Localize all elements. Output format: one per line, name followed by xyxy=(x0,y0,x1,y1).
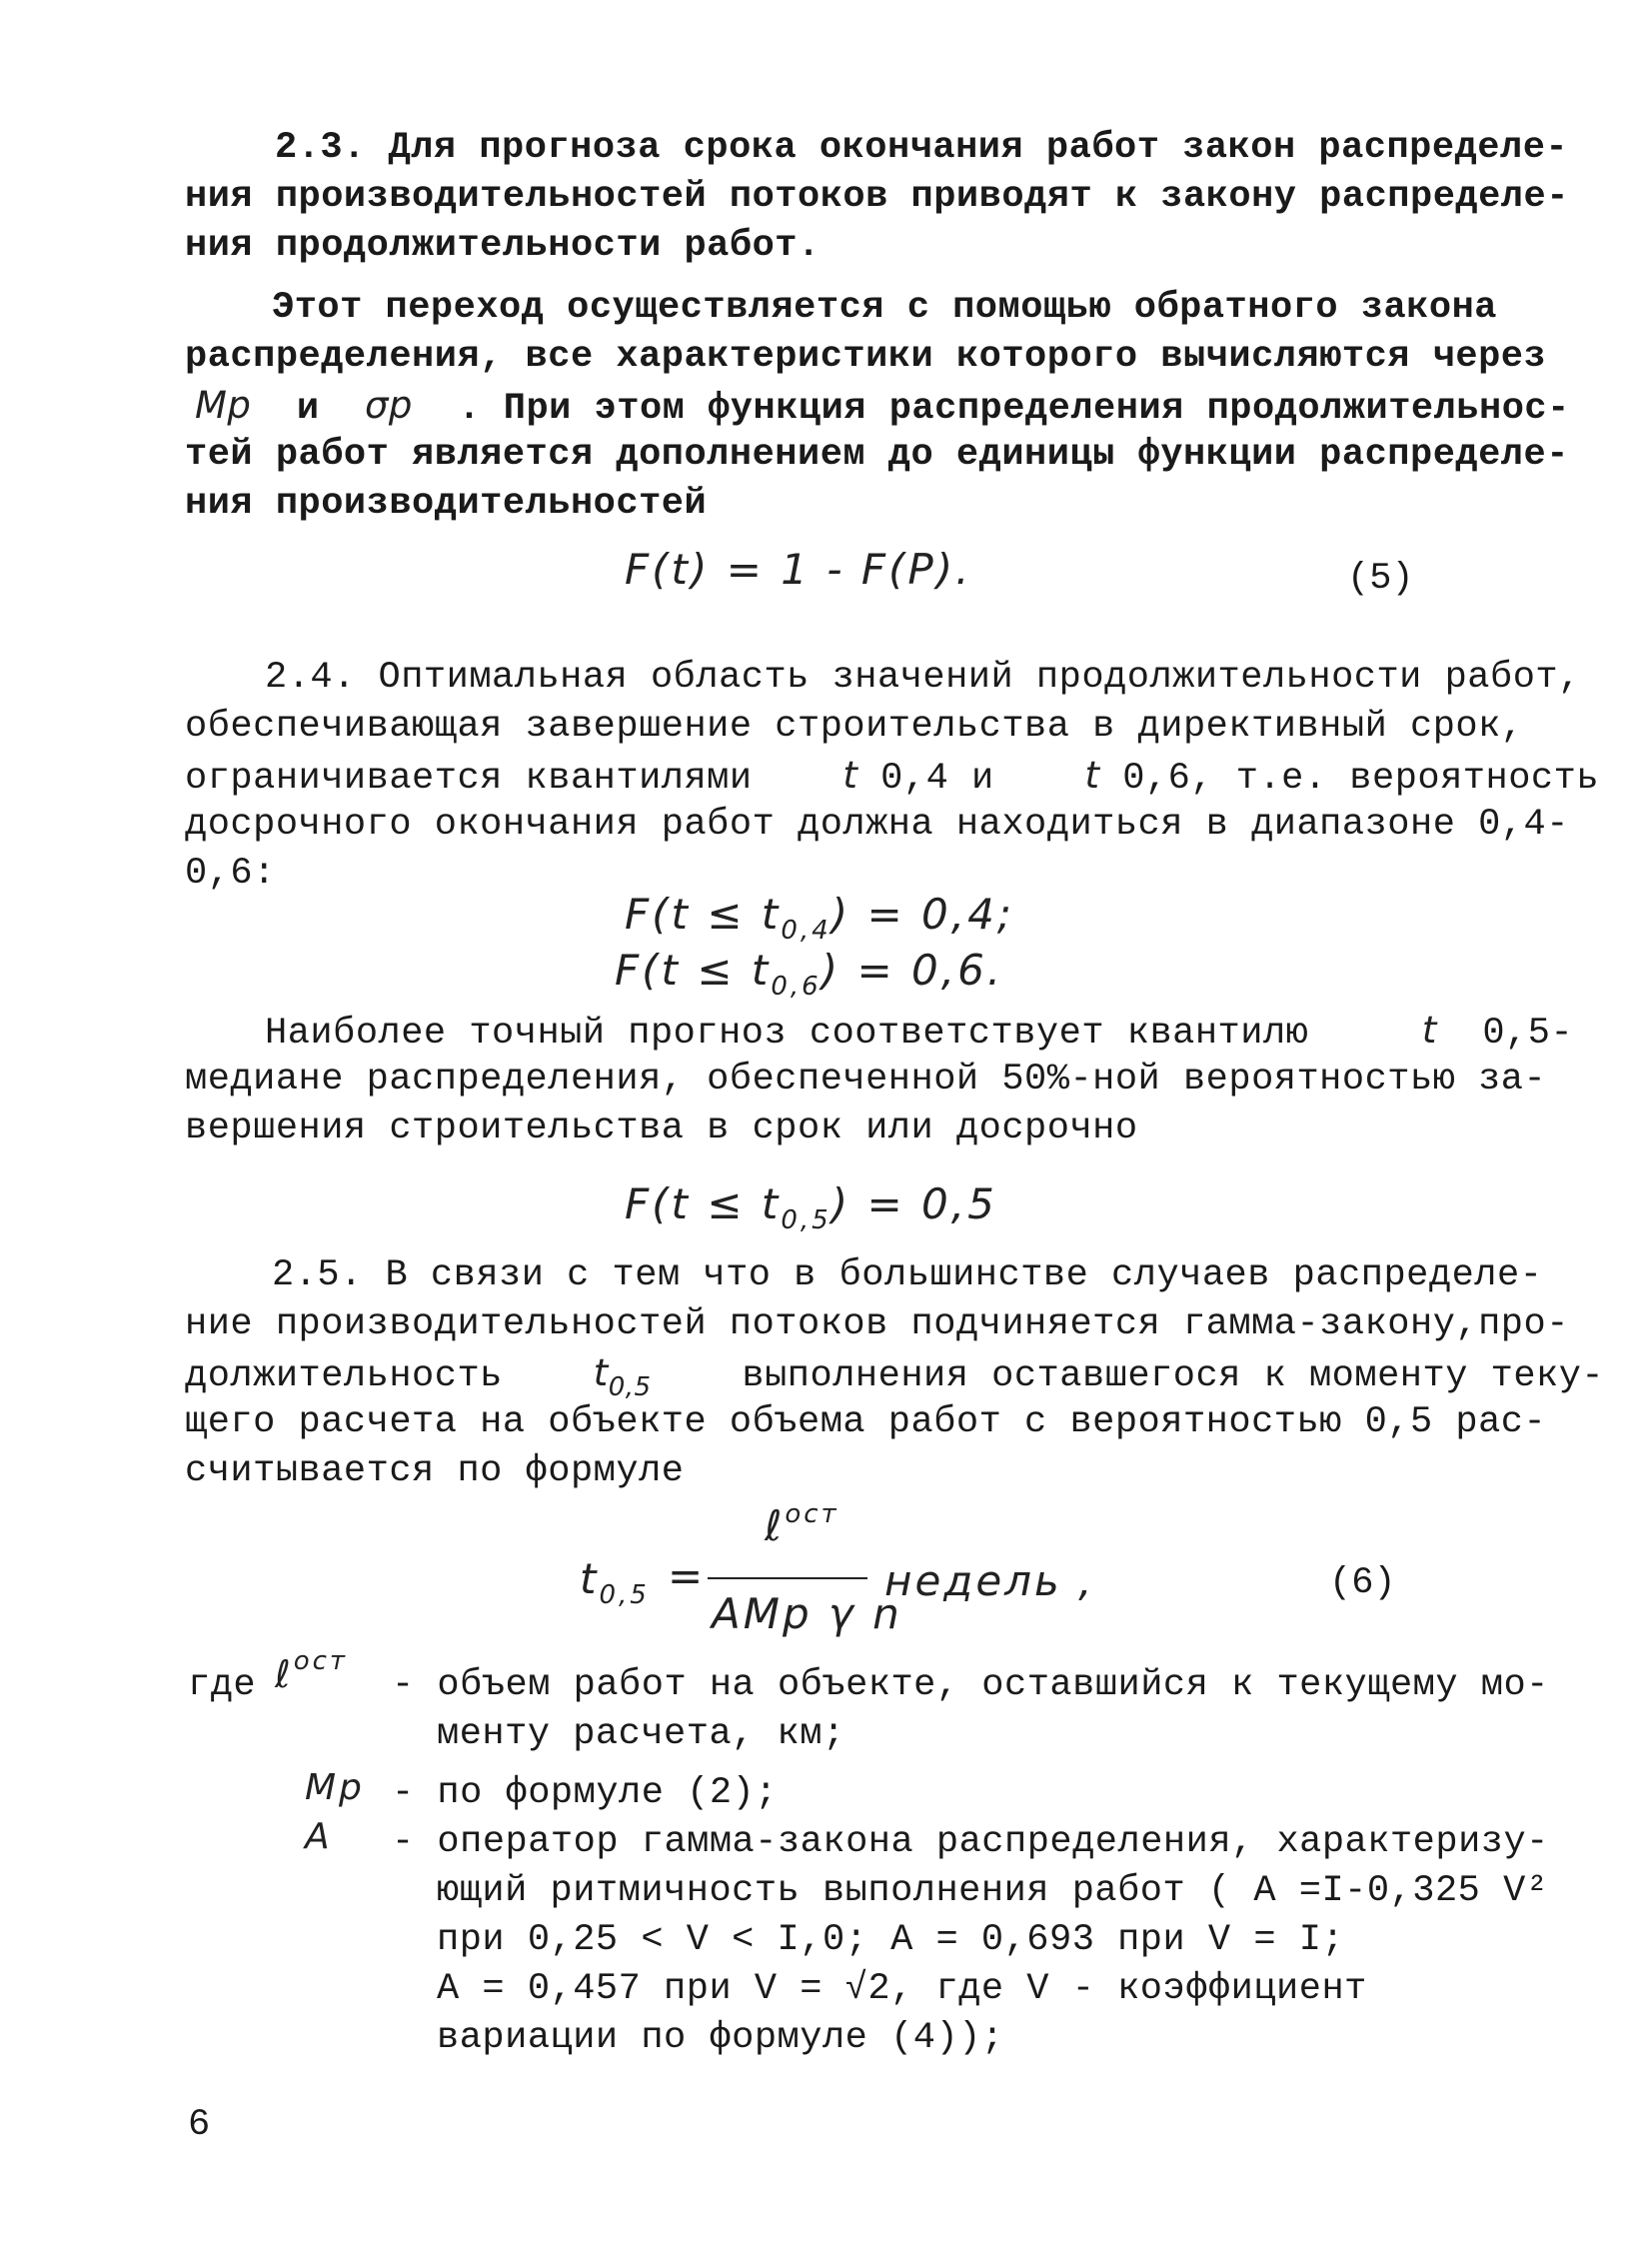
sec23-line6-rest: . При этом функция распределения продолжительнос- xyxy=(458,388,1570,430)
l-ost-symbol: ℓ$^{ост}$ xyxy=(275,1646,349,1696)
where-word: где xyxy=(188,1664,257,1706)
sec23-line5: распределения, все характеристики которого вычисляются через xyxy=(185,336,1547,378)
formula6-unit: недель , xyxy=(884,1556,1095,1605)
def-l-line2: менту расчета, км; xyxy=(437,1713,845,1755)
sec25-line4: щего расчета на объекте объема работ с вероятностью 0,5 рас- xyxy=(185,1401,1547,1443)
sec24-line8: вершения строительства в срок или досрочно xyxy=(185,1108,1138,1149)
def-a-line5: вариации по формуле (4)); xyxy=(437,2017,1004,2059)
sec24-line3-c: 0,6, т.е. вероятность xyxy=(1122,758,1600,800)
sec24-line5: 0,6: xyxy=(185,853,276,895)
sec24-line6 xyxy=(265,1008,1573,1057)
sec23-line3: ния продолжительности работ. xyxy=(185,225,821,267)
sec24-line4: досрочного окончания работ должна находиться в диапазоне 0,4- xyxy=(185,804,1569,846)
mp-def-symbol: Mp xyxy=(305,1767,365,1808)
sec25-line3-b: выполнения оставшегося к моменту теку- xyxy=(742,1355,1605,1397)
mp-symbol: Mp xyxy=(195,384,252,427)
t-symbol-2: t xyxy=(1084,754,1100,797)
sec23-line4: Этот переход осуществляется с помощью обратного закона xyxy=(272,287,1497,329)
equation-number-5: (5) xyxy=(1347,558,1414,600)
formula6-lhs: $t_{0,5}$ xyxy=(580,1554,650,1610)
sigma-p-symbol: σp xyxy=(364,384,413,427)
formula6-fraction-bar xyxy=(708,1577,867,1579)
sec24-line6-b: 0,5- xyxy=(1482,1013,1574,1055)
def-mp: - по формуле (2); xyxy=(392,1772,778,1814)
sec23-line7: тей работ является дополнением до единицы функции распределе- xyxy=(185,434,1569,476)
sec23-line1: 2.3. Для прогноза срока окончания работ закон распределе- xyxy=(275,127,1569,169)
equation-number-6: (6) xyxy=(1329,1562,1396,1604)
formula6-equals: = xyxy=(668,1551,707,1600)
formula-5: F(t) = 1 - F(P). xyxy=(625,545,972,594)
sec23-line8: ния производительностей xyxy=(185,483,708,525)
sec24-line3-a: ограничивается квантилями xyxy=(185,758,753,800)
t05-symbol: $t_{0,5}$ xyxy=(593,1351,652,1402)
def-l-line1: - объем работ на объекте, оставшийся к текущему мо- xyxy=(392,1664,1549,1706)
sec24-line1: 2.4. Оптимальная область значений продолжительности работ, xyxy=(265,657,1581,699)
sec24-line3-b: 0,4 и xyxy=(880,758,994,800)
t-symbol-1: t xyxy=(842,754,858,797)
formula-median: $F(t \le t_{0,5}) = 0,5$ xyxy=(625,1179,997,1235)
sec24-line6-a: Наиболее точный прогноз соответствует квантилю xyxy=(265,1013,1309,1055)
and-word: и xyxy=(296,388,320,430)
t-symbol-3: t xyxy=(1421,1009,1437,1052)
def-a-line1: - оператор гамма-закона распределения, характеризу- xyxy=(392,1821,1549,1863)
sec23-line2: ния производительностей потоков приводят к закону распределе- xyxy=(185,176,1569,218)
def-a-line4: A = 0,457 при V = √2, где V - коэффициент xyxy=(437,1968,1367,2010)
formula6-numerator: ℓ$^{ост}$ xyxy=(765,1499,839,1550)
sec25-line2: ние производительностей потоков подчиняется гамма-закону,про- xyxy=(185,1303,1569,1345)
sec24-line3 xyxy=(185,753,1599,802)
formula-quantile-04: $F(t \le t_{0,4}) = 0,4$; xyxy=(625,890,1014,946)
def-a-line3: при 0,25 < V < I,0; A = 0,693 при V = I; xyxy=(437,1919,1345,1961)
a-def-symbol: A xyxy=(305,1816,333,1857)
sec25-line3-a: должительность xyxy=(185,1355,503,1397)
page-number: 6 xyxy=(188,2104,211,2146)
sec24-line7: медиане распределения, обеспеченной 50%-ной вероятностью за- xyxy=(185,1059,1547,1101)
sec23-line6 xyxy=(195,383,1570,432)
sec25-line1: 2.5. В связи с тем что в большинстве случаев распределе- xyxy=(272,1254,1543,1296)
formula6-denominator: AMp γ n xyxy=(712,1589,902,1638)
sec24-line2: обеспечивающая завершение строительства в директивный срок, xyxy=(185,706,1524,748)
formula-quantile-06: $F(t \le t_{0,6}) = 0,6$. xyxy=(615,946,1004,1002)
sec25-line5: считывается по формуле xyxy=(185,1450,685,1492)
def-a-line2: ющий ритмичность выполнения работ ( A =I-0,325 V² xyxy=(437,1870,1549,1912)
